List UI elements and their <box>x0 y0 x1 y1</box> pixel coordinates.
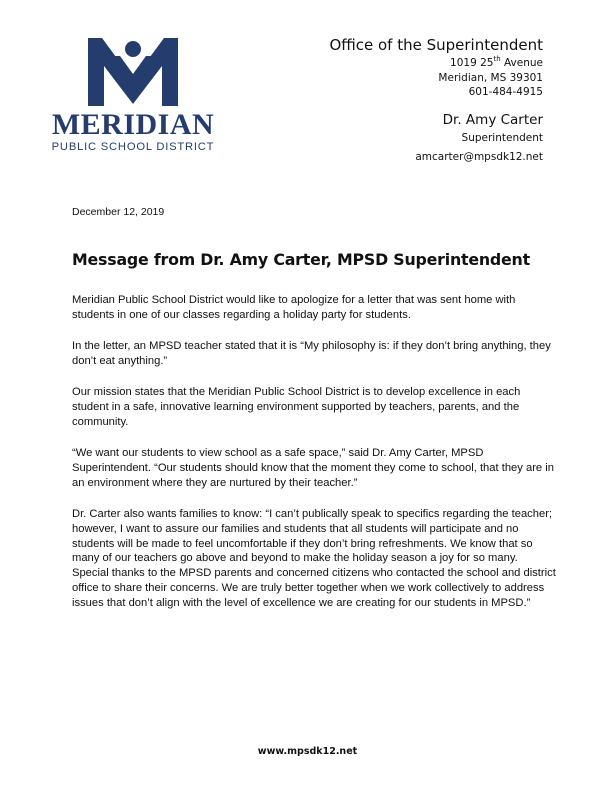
letterhead-contact <box>329 38 543 162</box>
paragraph: Our mission states that the Meridian Public School District is to develop excellence in each student in a safe, innovative learning environment supported by teachers, parents, and the community. <box>72 386 521 428</box>
paragraph: Dr. Carter also wants families to know: “I can’t publically speak to specifics regarding the teacher; however, I want to assure our families and students that all students will participate and no students will be made to feel uncomfortable if they don’t bring refreshments. We know that so many of our teachers go above and beyond to make the holiday season a joy for so many. Special thanks to the MPSD parents and concerned citizens who contacted the school and district office to share their concerns. We are truly better together when we work collectively to address issues that don’t align with the level of excellence we are creating for our students in MPSD.” <box>72 507 556 609</box>
superintendent-name: Dr. Amy Carter <box>442 111 543 128</box>
logo-name: MERIDIAN <box>51 108 215 141</box>
district-logo <box>48 36 218 160</box>
letter-heading: Message from Dr. Amy Carter, MPSD Superintendent <box>72 250 530 269</box>
paragraph: Meridian Public School District would like to apologize for a letter that was sent home with students in one of our classes regarding a holiday party for students. <box>72 294 516 321</box>
letter-date: December 12, 2019 <box>72 206 165 218</box>
letter-body <box>72 293 557 627</box>
footer-website[interactable]: www.mpsdk12.net <box>257 746 358 757</box>
office-city: Meridian, MS 39301 <box>438 71 543 84</box>
address-number: 1019 25 <box>450 57 494 69</box>
superintendent-email[interactable]: amcarter@mpsdk12.net <box>415 150 543 163</box>
address-suffix: th <box>493 55 501 63</box>
paragraph: “We want our students to view school as a safe space,” said Dr. Amy Carter, MPSD Superintendent. “Our students should know that the moment they come to school, that they are in an environment where they are nurtured by their teacher.” <box>72 447 554 489</box>
office-phone: 601-484-4915 <box>468 86 543 98</box>
logo-subtitle: PUBLIC SCHOOL DISTRICT <box>51 141 215 153</box>
address-street: Avenue <box>500 57 543 69</box>
office-address <box>329 55 543 69</box>
paragraph: In the letter, an MPSD teacher stated that it is “My philosophy is: if they don’t bring anything, they don’t eat anything.” <box>72 340 551 367</box>
office-title: Office of the Superintendent <box>329 36 543 54</box>
superintendent-role: Superintendent <box>461 132 543 144</box>
mpsd-logo-icon <box>86 36 180 108</box>
